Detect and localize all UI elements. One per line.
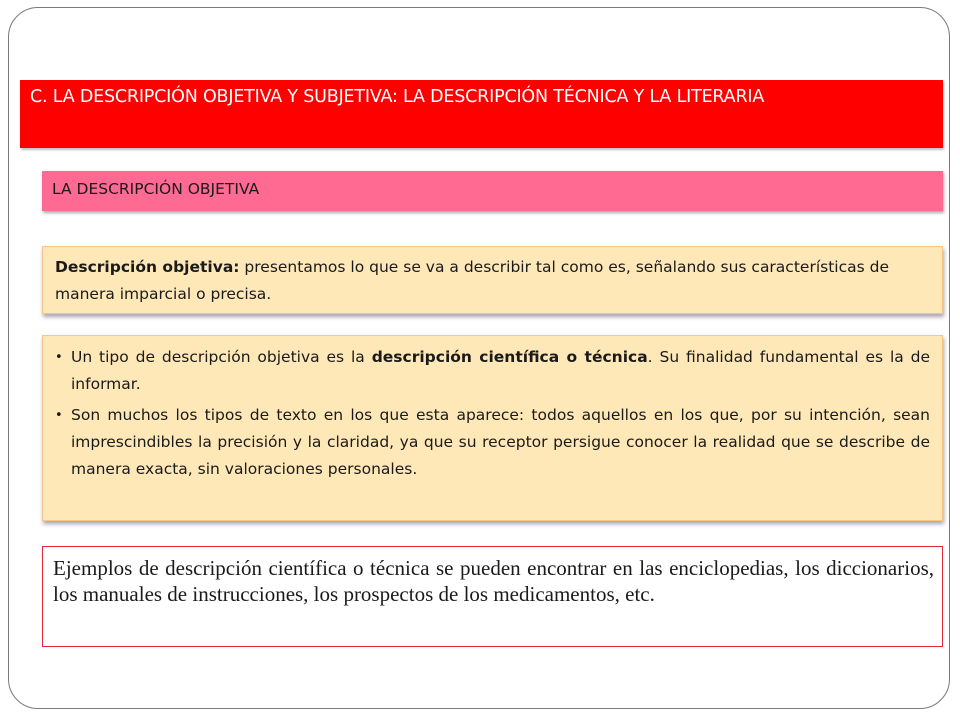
bullets-panel <box>42 335 943 521</box>
bullet-icon: • <box>55 408 63 423</box>
bullet-emphasis: descripción científica o técnica <box>371 348 648 366</box>
bullet-text: Un tipo de descripción objetiva es la <box>71 348 372 366</box>
definition-text: presentamos lo que se va a describir tal como es, señalando sus características de manera imparcial o precisa. <box>55 258 889 303</box>
bullet-text: Son muchos los tipos de texto en los que esta aparece: todos aquellos en los que, por su intención, sean imprescindibles la precisión y la claridad, ya que su receptor persigue conocer la realidad que se describe de manera exacta, sin valoraciones personales. <box>71 406 930 478</box>
bullet-item <box>55 344 930 398</box>
section-subtitle-text: LA DESCRIPCIÓN OBJETIVA <box>52 180 260 198</box>
bullet-text: . Su finalidad fundamental es la de informar. <box>71 348 931 393</box>
slide-title-text: C. LA DESCRIPCIÓN OBJETIVA Y SUBJETIVA: LA DESCRIPCIÓN TÉCNICA Y LA LITERARIA <box>30 87 765 107</box>
bullet-item <box>55 402 930 483</box>
section-subtitle <box>42 171 943 211</box>
examples-box <box>42 546 943 647</box>
bullet-icon: • <box>55 350 63 365</box>
definition-term: Descripción objetiva: <box>55 258 240 276</box>
slide-title <box>20 80 943 148</box>
definition-panel <box>42 246 943 314</box>
examples-text: Ejemplos de descripción científica o técnica se pueden encontrar en las enciclopedias, los diccionarios, los manuales de instrucciones, los prospectos de los medicamentos, etc. <box>53 556 934 606</box>
